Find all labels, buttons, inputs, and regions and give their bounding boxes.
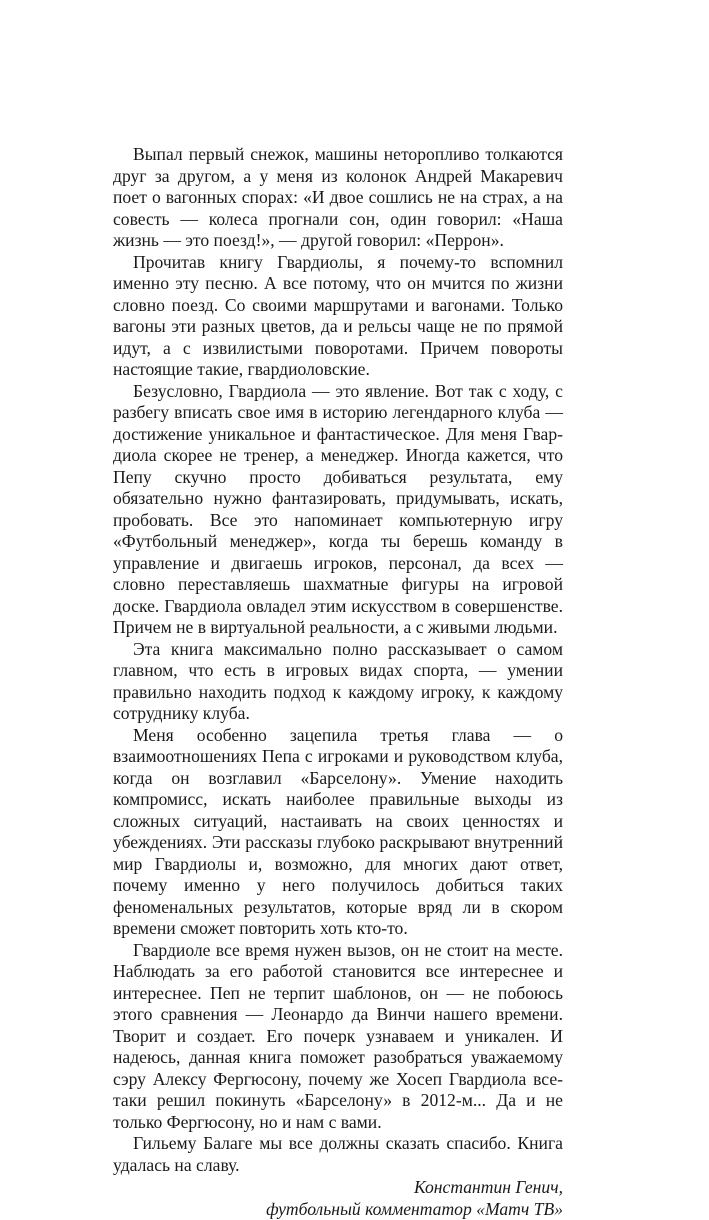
paragraph: Выпал первый снежок, машины неторопливо толкаются друг за другом, а у меня из колонок Андрей Макаревич поет о вагонных спорах: «И двое сошлись не на страх, а на совесть — колеса прогнали сон, один говорил: «Наша жизнь — это поезд!», — другой говорил: «Перрон».	[113, 144, 563, 252]
signature-author: Константин Генич,	[113, 1177, 563, 1199]
signature-role: футбольный комментатор «Матч ТВ»	[113, 1199, 563, 1220]
paragraph: Безусловно, Гвардиола — это явление. Вот так с ходу, с разбегу вписать свое имя в историю легендарного клуба — достижение уникальное и фантастическое. Для меня Гвардиола скорее не тренер, а менеджер. Иногда кажется, что Пепу скучно просто добиваться результата, ему обязательно нужно фантазировать, придумывать, искать, пробовать. Все это напоминает компьютерную игру «Футбольный менеджер», когда ты берешь команду в управление и двигаешь игроков, персонал, да всех — словно переставляешь шахматные фигуры на игровой доске. Гвардиола овладел этим искусством в совершенстве. Причем не в виртуальной реальности, а с живыми людьми.	[113, 381, 563, 639]
paragraph: Гвардиоле все время нужен вызов, он не стоит на месте. Наблюдать за его работой становится все интереснее и интереснее. Пеп не терпит шаблонов, он — не побоюсь этого сравнения — Леонардо да Винчи нашего времени. Творит и создает. Его почерк узнаваем и уникален. И надеюсь, данная книга поможет разобраться уважаемому сэру Алексу Фергюсону, почему же Хосеп Гвардиола все-таки решил покинуть «Барселону» в 2012-м... Да и не только Фергюсону, но и нам с вами.	[113, 940, 563, 1134]
paragraph: Эта книга максимально полно рассказывает о самом главном, что есть в игровых видах спорта, — умении правильно находить подход к каждому игроку, к каждому сотруднику клуба.	[113, 639, 563, 725]
paragraph: Гильему Балаге мы все должны сказать спасибо. Книга удалась на славу.	[113, 1133, 563, 1176]
paragraph: Прочитав книгу Гвардиолы, я почему-то вспомнил именно эту песню. А все потому, что он мчится по жизни словно поезд. Со своими маршрутами и вагонами. Только вагоны эти разных цветов, да и рельсы чаще не по прямой идут, а с извилистыми поворотами. Причем повороты настоящие такие, гвардиоловские.	[113, 252, 563, 381]
signature	[113, 1177, 563, 1220]
page-body	[113, 144, 563, 1220]
paragraph: Меня особенно зацепила третья глава — о взаимоотношениях Пепа с игроками и руководством клуба, когда он возглавил «Барселону». Умение находить компромисс, искать наиболее правильные выходы из сложных ситуаций, настаивать на своих ценностях и убеждениях. Эти рассказы глубоко раскрывают внутренний мир Гвардиолы и, возможно, для многих дают ответ, почему именно у него получилось добиться таких феноменальных результатов, которые вряд ли в скором времени сможет повторить хоть кто-то.	[113, 725, 563, 940]
